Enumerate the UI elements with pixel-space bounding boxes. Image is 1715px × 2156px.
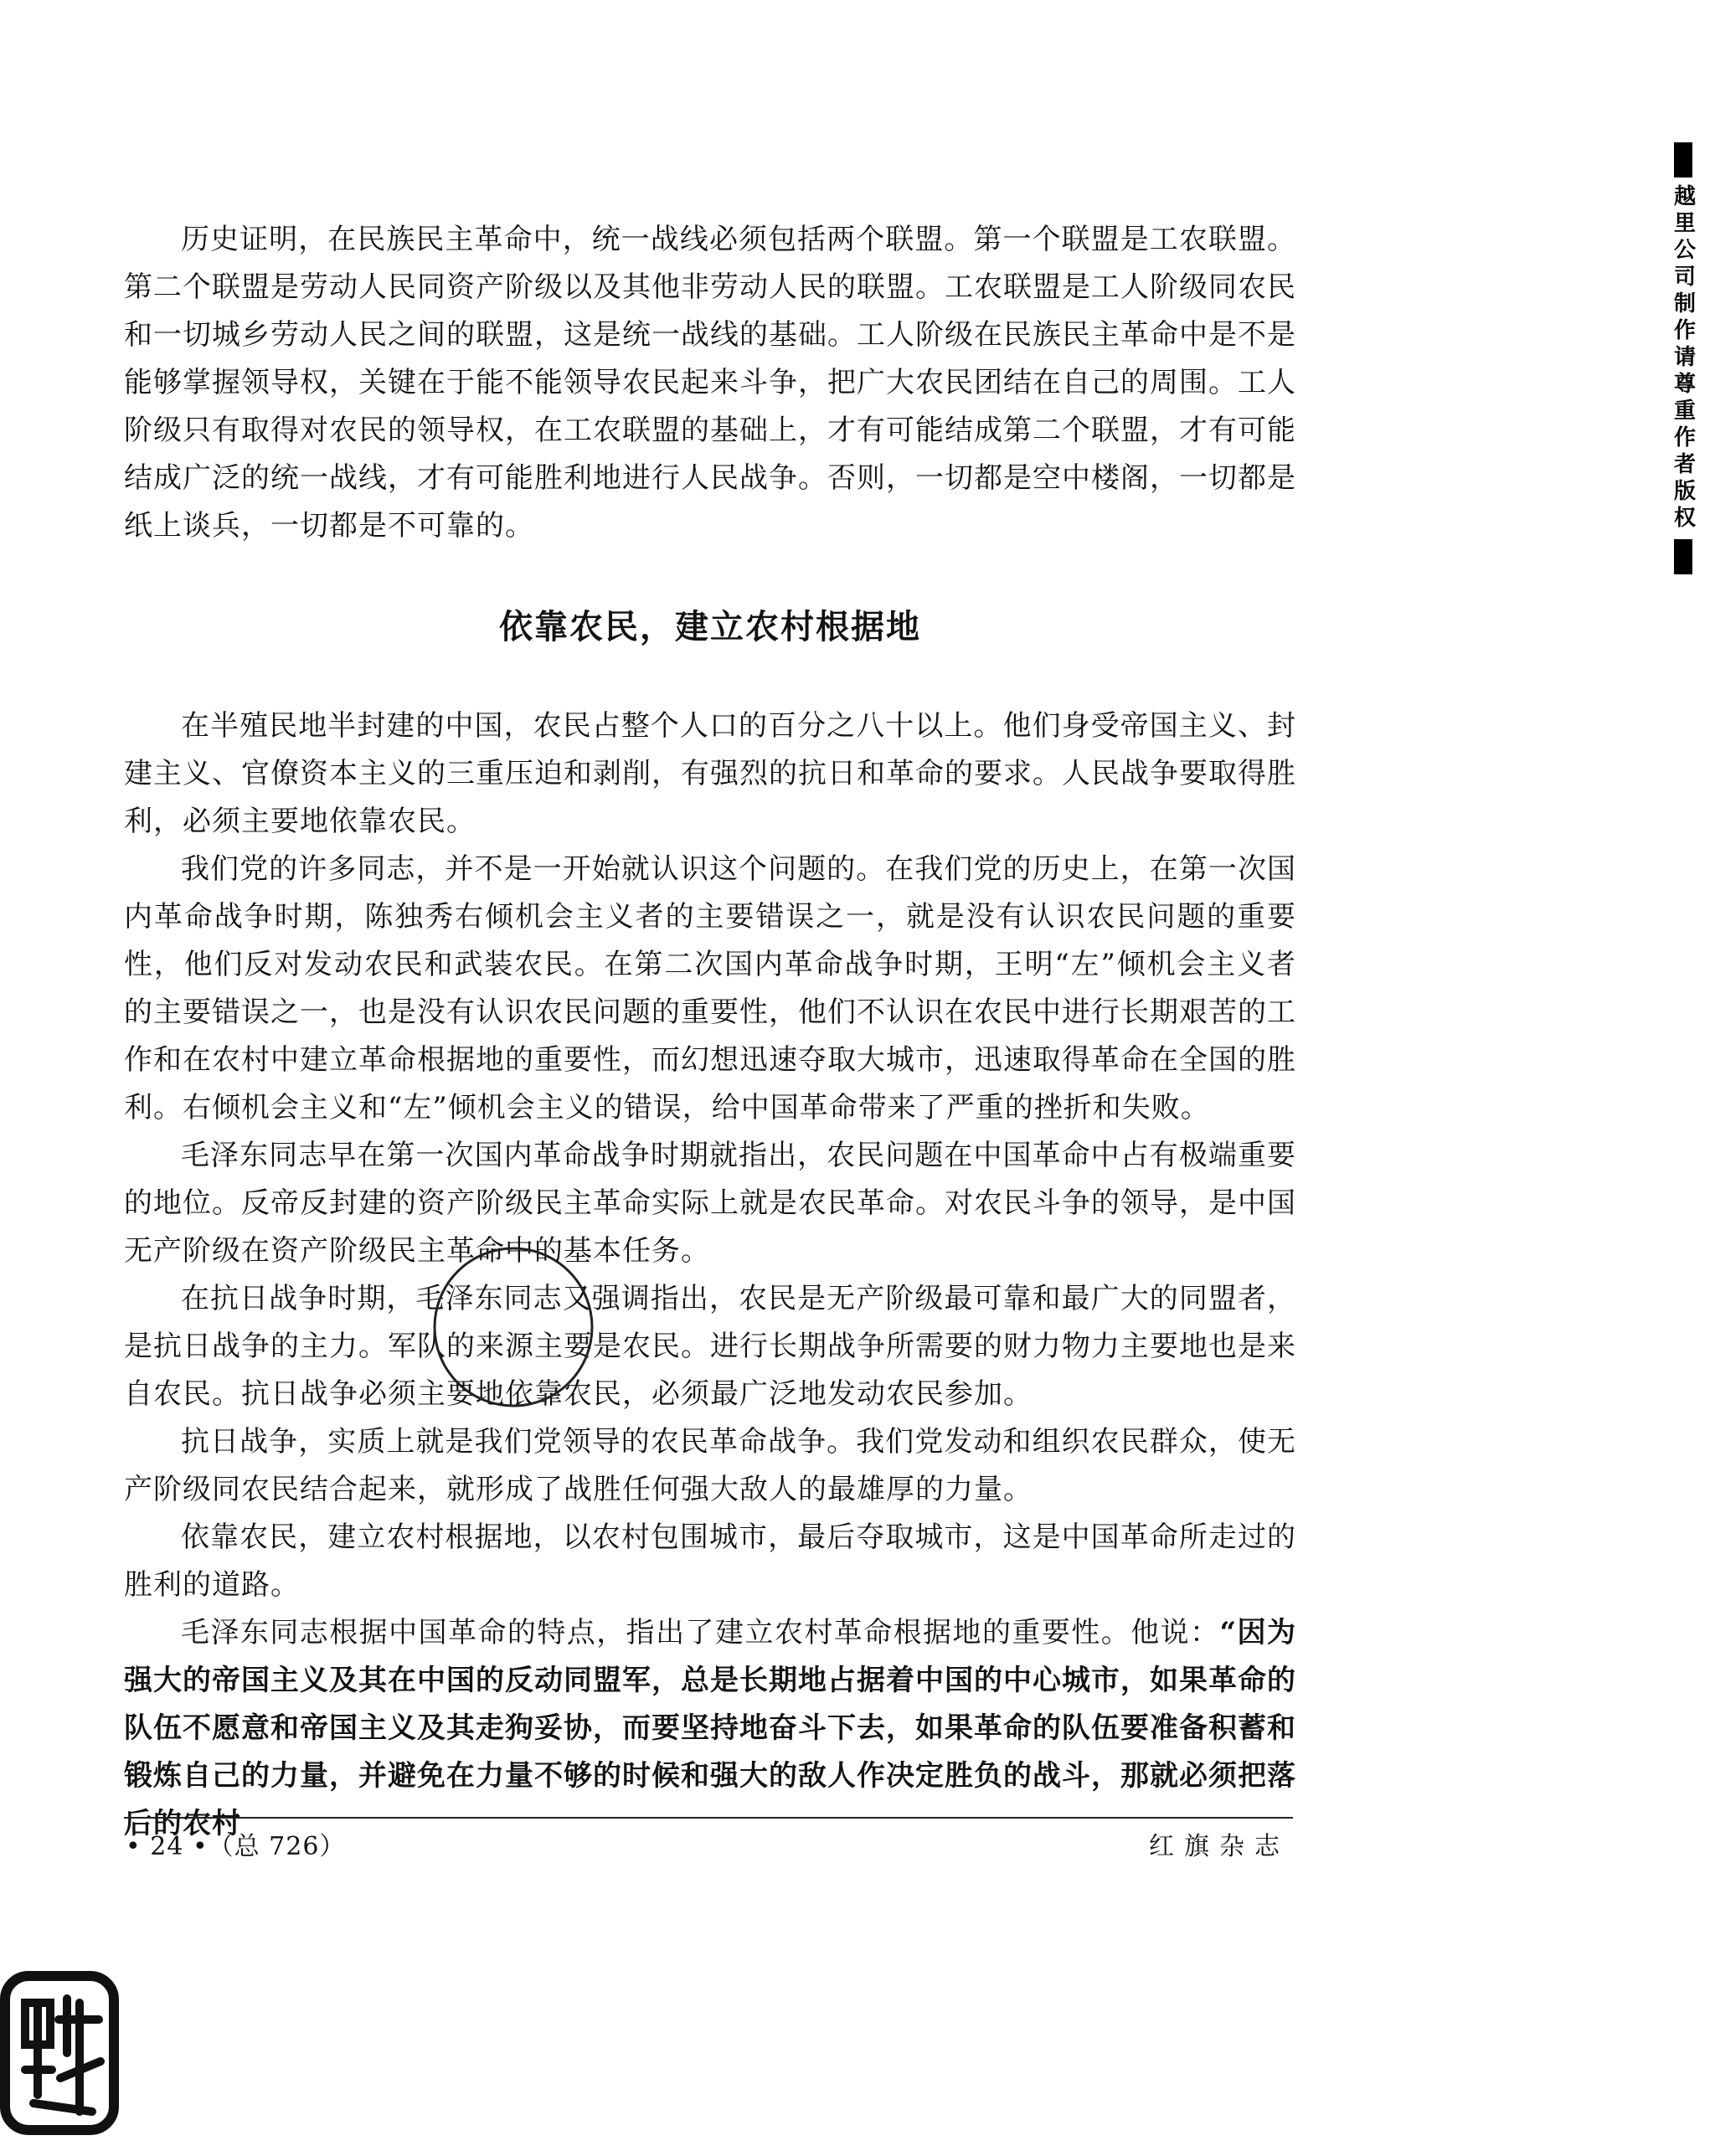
circle-stamp-mark (430, 1243, 597, 1411)
paragraph: 在抗日战争时期，毛泽东同志又强调指出，农民是无产阶级最可靠和最广大的同盟者，是抗日战争的主力。军队的来源主要是农民。进行长期战争所需要的财力物力主要地也是来自农民。抗日战争必须主要地依靠农民，必须最广泛地发动农民参加。 (124, 1282, 1296, 1411)
page-number: • 24 •（总 726） (126, 1832, 346, 1861)
section-heading: 依靠农民，建立农村根据地 (499, 608, 921, 646)
seal-stamp (0, 1969, 119, 2137)
journal-name: 红旗杂志 (1149, 1832, 1290, 1861)
paragraph-intro: 历史证明，在民族民主革命中，统一战线必须包括两个联盟。第一个联盟是工农联盟。第二个联盟是劳动人民同资产阶级以及其他非劳动人民的联盟。工农联盟是工人阶级同农民和一切城乡劳动人民之间的联盟，这是统一战线的基础。工人阶级在民族民主革命中是不是能够掌握领导权，关键在于能不能领导农民起来斗争，把广大农民团结在自己的周围。工人阶级只有取得对农民的领导权，在工农联盟的基础上，才有可能结成第二个联盟，才有可能结成广泛的统一战线，才有可能胜利地进行人民战争。否则，一切都是空中楼阁，一切都是纸上谈兵，一切都是不可靠的。 (124, 223, 1296, 543)
footer-rule (124, 1817, 1293, 1819)
quotation: “因为强大的帝国主义及其在中国的反动同盟军，总是长期地占据着中国的中心城市，如果革命的队伍不愿意和帝国主义及其走狗妥协，而要坚持地奋斗下去，如果革命的队伍要准备积蓄和锻炼自己的力量，并避免在力量不够的时候和强大的敌人作决定胜负的战斗，那就必须把落后的农村 (124, 1616, 1296, 1840)
paragraph-with-quote (124, 1609, 1296, 1848)
side-bar-top (1674, 142, 1692, 178)
side-bar-bottom (1674, 539, 1692, 574)
side-notice-text: 越里公司制作请尊重作者版权 (1670, 184, 1696, 533)
quote-lead: 毛泽东同志根据中国革命的特点，指出了建立农村革命根据地的重要性。他说： (181, 1616, 1220, 1649)
copyright-side-notice (1666, 142, 1700, 574)
paragraph: 依靠农民，建立农村根据地，以农村包围城市，最后夺取城市，这是中国革命所走过的胜利的道路。 (124, 1521, 1296, 1602)
paragraph: 毛泽东同志早在第一次国内革命战争时期就指出，农民问题在中国革命中占有极端重要的地位。反帝反封建的资产阶级民主革命实际上就是农民革命。对农民斗争的领导，是中国无产阶级在资产阶级民主革命中的基本任务。 (124, 1139, 1296, 1268)
paragraph: 在半殖民地半封建的中国，农民占整个人口的百分之八十以上。他们身受帝国主义、封建主义、官僚资本主义的三重压迫和剥削，有强烈的抗日和革命的要求。人民战争要取得胜利，必须主要地依靠农民。 (124, 709, 1296, 838)
paragraph: 抗日战争，实质上就是我们党领导的农民革命战争。我们党发动和组织农民群众，使无产阶级同农民结合起来，就形成了战胜任何强大敌人的最雄厚的力量。 (124, 1425, 1296, 1506)
article-body (124, 216, 1296, 1848)
paragraph: 我们党的许多同志，并不是一开始就认识这个问题的。在我们党的历史上，在第一次国内革命战争时期，陈独秀右倾机会主义者的主要错误之一，就是没有认识农民问题的重要性，他们反对发动农民和武装农民。在第二次国内革命战争时期，王明“左”倾机会主义者的主要错误之一，也是没有认识农民问题的重要性，他们不认识在农民中进行长期艰苦的工作和在农村中建立革命根据地的重要性，而幻想迅速夺取大城市，迅速取得革命在全国的胜利。右倾机会主义和“左”倾机会主义的错误，给中国革命带来了严重的挫折和失败。 (124, 852, 1296, 1124)
